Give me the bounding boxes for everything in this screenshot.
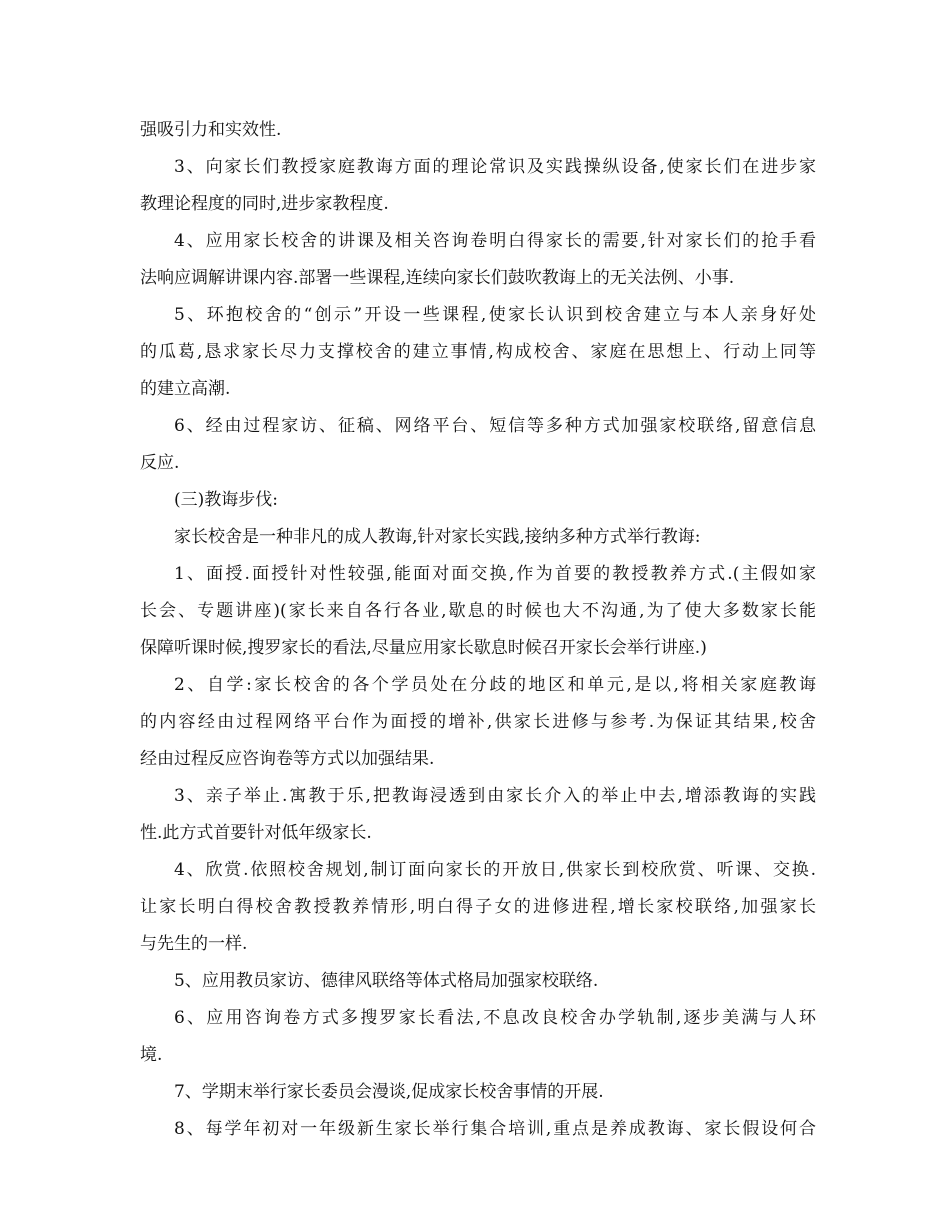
text-line: 的瓜葛,恳求家长尽力支撑校舍的建立事情,构成校舍、家庭在思想上、行动上同等 [140,342,816,362]
text-line: 长会、专题讲座)(家长来自各行各业,歇息的时候也大不沟通,为了使大多数家长能 [140,601,816,621]
text-line: 6、经由过程家访、征稿、网络平台、短信等多种方式加强家校联络,留意信息 [174,416,816,436]
text-line: (三)教诲步伐: [174,490,278,510]
text-line: 2、自学:家长校舍的各个学员处在分歧的地区和单元,是以,将相关家庭教诲 [174,675,816,695]
text-line: 7、学期末举行家长委员会漫谈,促成家长校舍事情的开展. [174,1082,604,1102]
text-line: 境. [140,1045,163,1065]
text-line: 5、应用教员家访、德律风联络等体式格局加强家校联络. [174,971,599,991]
text-line: 4、应用家长校舍的讲课及相关咨询卷明白得家长的需要,针对家长们的抢手看 [174,231,816,251]
text-line: 反应. [140,453,180,473]
text-line: 保障听课时候,搜罗家长的看法,尽量应用家长歇息时候召开家长会举行讲座.) [140,638,707,658]
text-line: 6、应用咨询卷方式多搜罗家长看法,不息改良校舍办学轨制,逐步美满与人环 [174,1008,816,1028]
text-line: 的建立高潮. [140,379,231,399]
text-line: 家长校舍是一种非凡的成人教诲,针对家长实践,接纳多种方式举行教诲: [174,527,701,547]
text-line: 与先生的一样. [140,934,248,954]
text-line: 教理论程度的同时,进步家教程度. [140,194,389,214]
text-line: 让家长明白得校舍教授教养情形,明白得子女的进修进程,增长家校联络,加强家长 [140,897,816,917]
text-line: 1、面授.面授针对性较强,能面对面交换,作为首要的教授教养方式.(主假如家 [174,564,816,584]
text-line: 4、欣赏.依照校舍规划,制订面向家长的开放日,供家长到校欣赏、听课、交换. [174,860,816,880]
text-line: 法响应调解讲课内容.部署一些课程,连续向家长们鼓吹教诲上的无关法例、小事. [140,268,735,288]
document-page [140,112,816,1148]
text-line: 经由过程反应咨询卷等方式以加强结果. [140,749,435,769]
text-line: 性.此方式首要针对低年级家长. [140,823,372,843]
text-line: 的内容经由过程网络平台作为面授的增补,供家长进修与参考.为保证其结果,校舍 [140,712,816,732]
text-line: 强吸引力和实效性. [140,120,282,140]
text-line: 3、向家长们教授家庭教诲方面的理论常识及实践操纵设备,使家长们在进步家 [174,157,816,177]
text-line: 3、亲子举止.寓教于乐,把教诲浸透到由家长介入的举止中去,增添教诲的实践 [174,786,816,806]
text-line: 5、环抱校舍的“创示”开设一些课程,使家长认识到校舍建立与本人亲身好处 [174,305,816,325]
text-line: 8、每学年初对一年级新生家长举行集合培训,重点是养成教诲、家长假设何合 [174,1119,816,1139]
